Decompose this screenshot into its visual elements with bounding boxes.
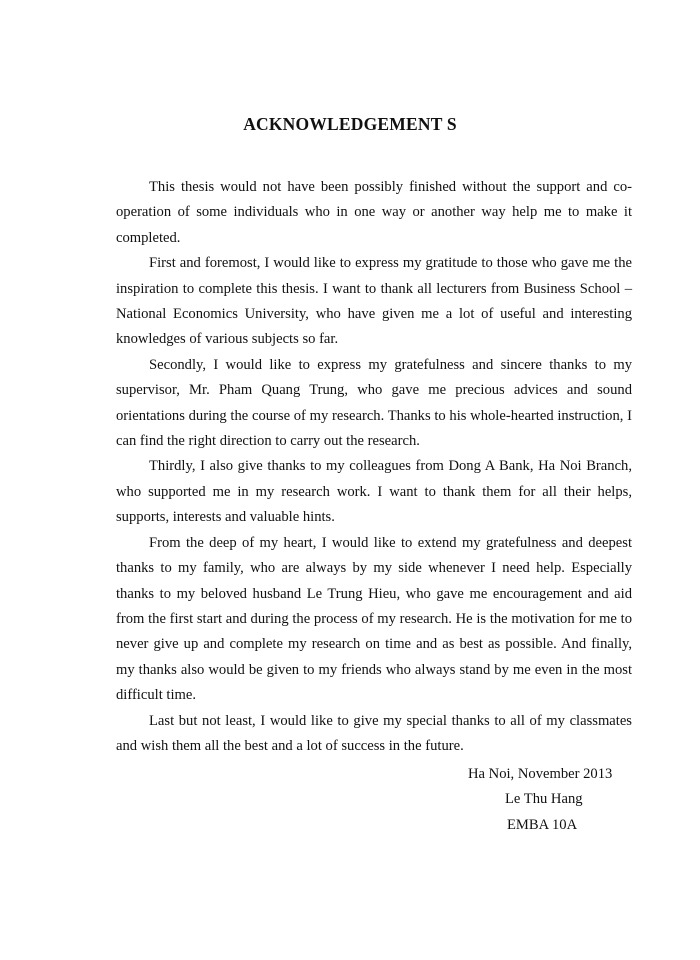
signature-place-date: Ha Noi, November 2013 (468, 766, 613, 782)
signature-class: EMBA 10A (507, 816, 578, 833)
paragraph-family: From the deep of my heart, I would like to extend my gratefulness and deepest thanks to my family, who are always by my side whenever I need help. Especially thanks to my beloved husband Le Trung Hieu, who gave me encouragement and aid from the first start and during the process of my research. He is the motivation for me to never give up and complete my research on time and as best as possible. And finally, my thanks also would be given to my friends who always stand by me even in the most difficult time. (116, 534, 632, 704)
paragraph-intro: This thesis would not have been possibly finished without the support and co-operation of some individuals who in one way or another way help me to make it completed. (116, 179, 632, 246)
signature-block (0, 762, 700, 838)
paragraph-first: First and foremost, I would like to express my gratitude to those who gave me the inspiration to complete this thesis. I want to thank all lecturers from Business School – National Economics University, who have given me a lot of useful and interesting knowledges of various subjects so far. (116, 255, 632, 348)
signature-name: Le Thu Hang (505, 791, 583, 808)
page-title: ACKNOWLEDGEMENT S (243, 114, 457, 134)
acknowledgement-body (116, 175, 632, 759)
paragraph-last: Last but not least, I would like to give my special thanks to all of my classmates and wish them all the best and a lot of success in the future. (116, 712, 632, 754)
paragraph-second: Secondly, I would like to express my gratefulness and sincere thanks to my supervisor, Mr. Pham Quang Trung, who gave me precious advices and sound orientations during the course of my research. Thanks to his whole-hearted instruction, I can find the right direction to carry out the research. (116, 356, 632, 450)
paragraph-third: Thirdly, I also give thanks to my colleagues from Dong A Bank, Ha Noi Branch, who supported me in my research work. I want to thank them for all their helps, supports, interests and valuable hints. (116, 458, 632, 526)
